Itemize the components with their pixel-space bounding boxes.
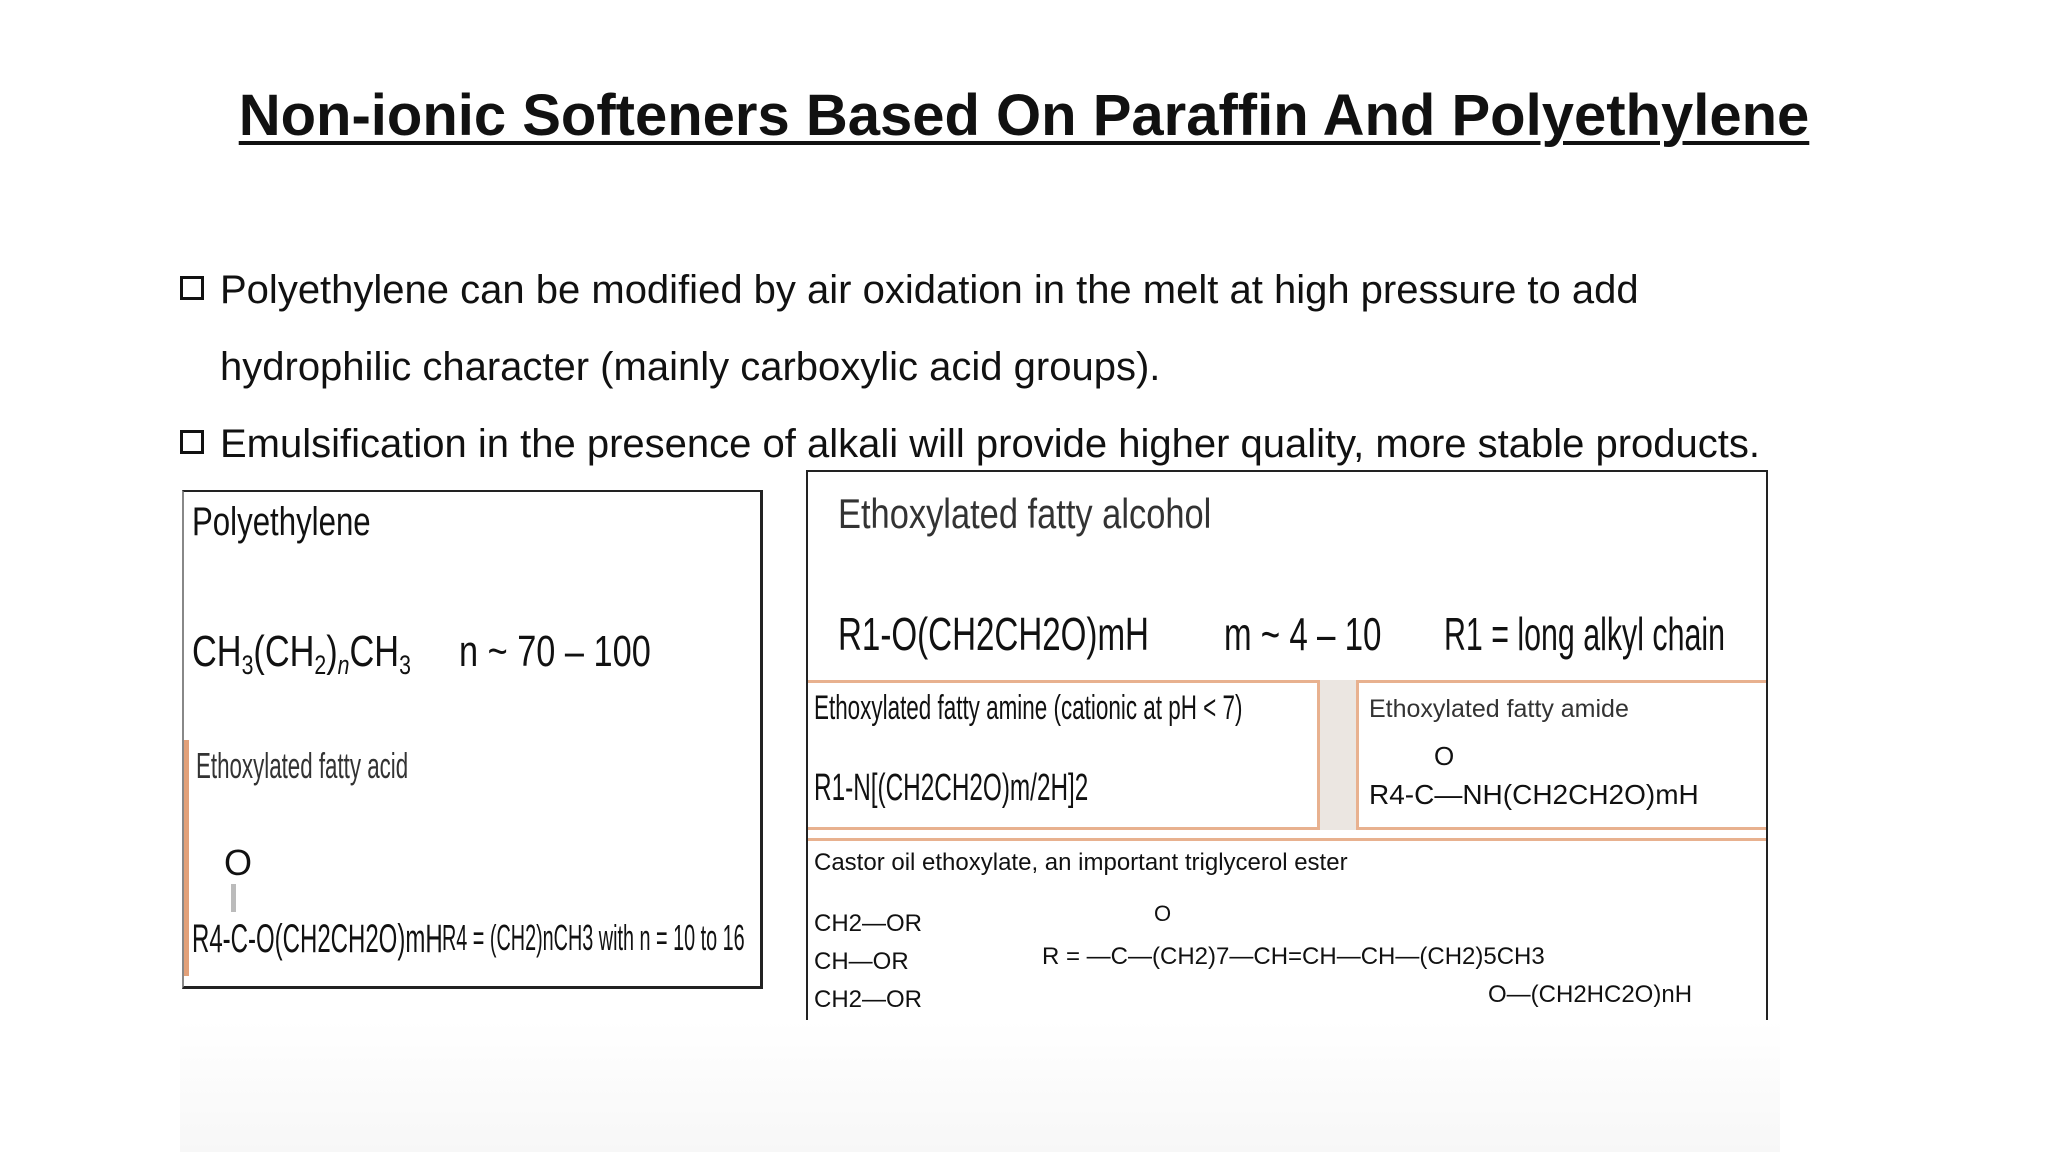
fatty-amine-label: Ethoxylated fatty amine (cationic at pH < 7)	[814, 689, 1243, 727]
castor-r-formula: R = —C—(CH2)7—CH=CH—CH—(CH2)5CH3	[1042, 943, 1545, 970]
amide-section	[1356, 680, 1766, 830]
polyethylene-range: n ~ 70 – 100	[459, 627, 651, 676]
glycerol-row: CH2—OR	[814, 910, 923, 937]
bullet-list	[180, 252, 2030, 483]
bullet-text: Polyethylene can be modified by air oxidation in the melt at high pressure to add	[220, 268, 1639, 312]
amine-section	[808, 680, 1320, 830]
amide-carbonyl-oxygen: O	[1434, 741, 1455, 771]
fatty-acid-r-definition: R4 = (CH2)nCH3 with n = 10 to 16	[442, 917, 745, 958]
section-accent-bar	[184, 740, 189, 976]
checkbox-bullet-icon	[180, 276, 204, 300]
fatty-alcohol-formula: R1-O(CH2CH2O)mH	[838, 608, 1149, 660]
fatty-amine-formula: R1-N[(CH2CH2O)m/2H]2	[814, 767, 1089, 809]
polyethylene-formula: $CH_3(CH_2)_nCH_3$	[192, 627, 411, 681]
double-bond-mark	[231, 884, 236, 912]
carbonyl-oxygen: O	[224, 842, 253, 883]
fatty-amide-label: Ethoxylated fatty amide	[1369, 695, 1629, 723]
fatty-amide-formula: R4-C—NH(CH2CH2O)mH	[1369, 779, 1699, 810]
checkbox-bullet-icon	[180, 430, 204, 454]
left-figure	[182, 490, 763, 989]
section-divider	[1320, 680, 1356, 830]
fatty-alcohol-label: Ethoxylated fatty alcohol	[838, 490, 1212, 537]
fatty-alcohol-r-definition: R1 = long alkyl chain	[1444, 608, 1725, 660]
slide-title: Non-ionic Softeners Based On Paraffin And Polyethylene	[238, 83, 1810, 148]
castor-section	[808, 838, 1766, 1028]
ester-carbonyl-oxygen: O	[1154, 901, 1172, 926]
fatty-acid-formula: R4-C-O(CH2CH2O)mH	[192, 917, 443, 961]
castor-oil-label: Castor oil ethoxylate, an important triglycerol ester	[814, 849, 1348, 876]
background-fade	[180, 1020, 1780, 1152]
glycerol-row: CH—OR	[814, 948, 909, 975]
bullet-text: Emulsification in the presence of alkali will provide higher quality, more stable products.	[220, 422, 1761, 466]
castor-side-chain: O—(CH2HC2O)nH	[1488, 981, 1693, 1008]
fatty-alcohol-range: m ~ 4 – 10	[1224, 608, 1382, 660]
glycerol-row: CH2—OR	[814, 986, 923, 1013]
bullet-text-continued: hydrophilic character (mainly carboxylic acid groups).	[220, 345, 1161, 389]
polyethylene-label: Polyethylene	[192, 500, 371, 544]
fatty-acid-label: Ethoxylated fatty acid	[196, 745, 409, 786]
right-figure	[806, 470, 1768, 1031]
bullet-item	[180, 252, 2030, 406]
glycerol-backbone	[814, 905, 922, 1019]
